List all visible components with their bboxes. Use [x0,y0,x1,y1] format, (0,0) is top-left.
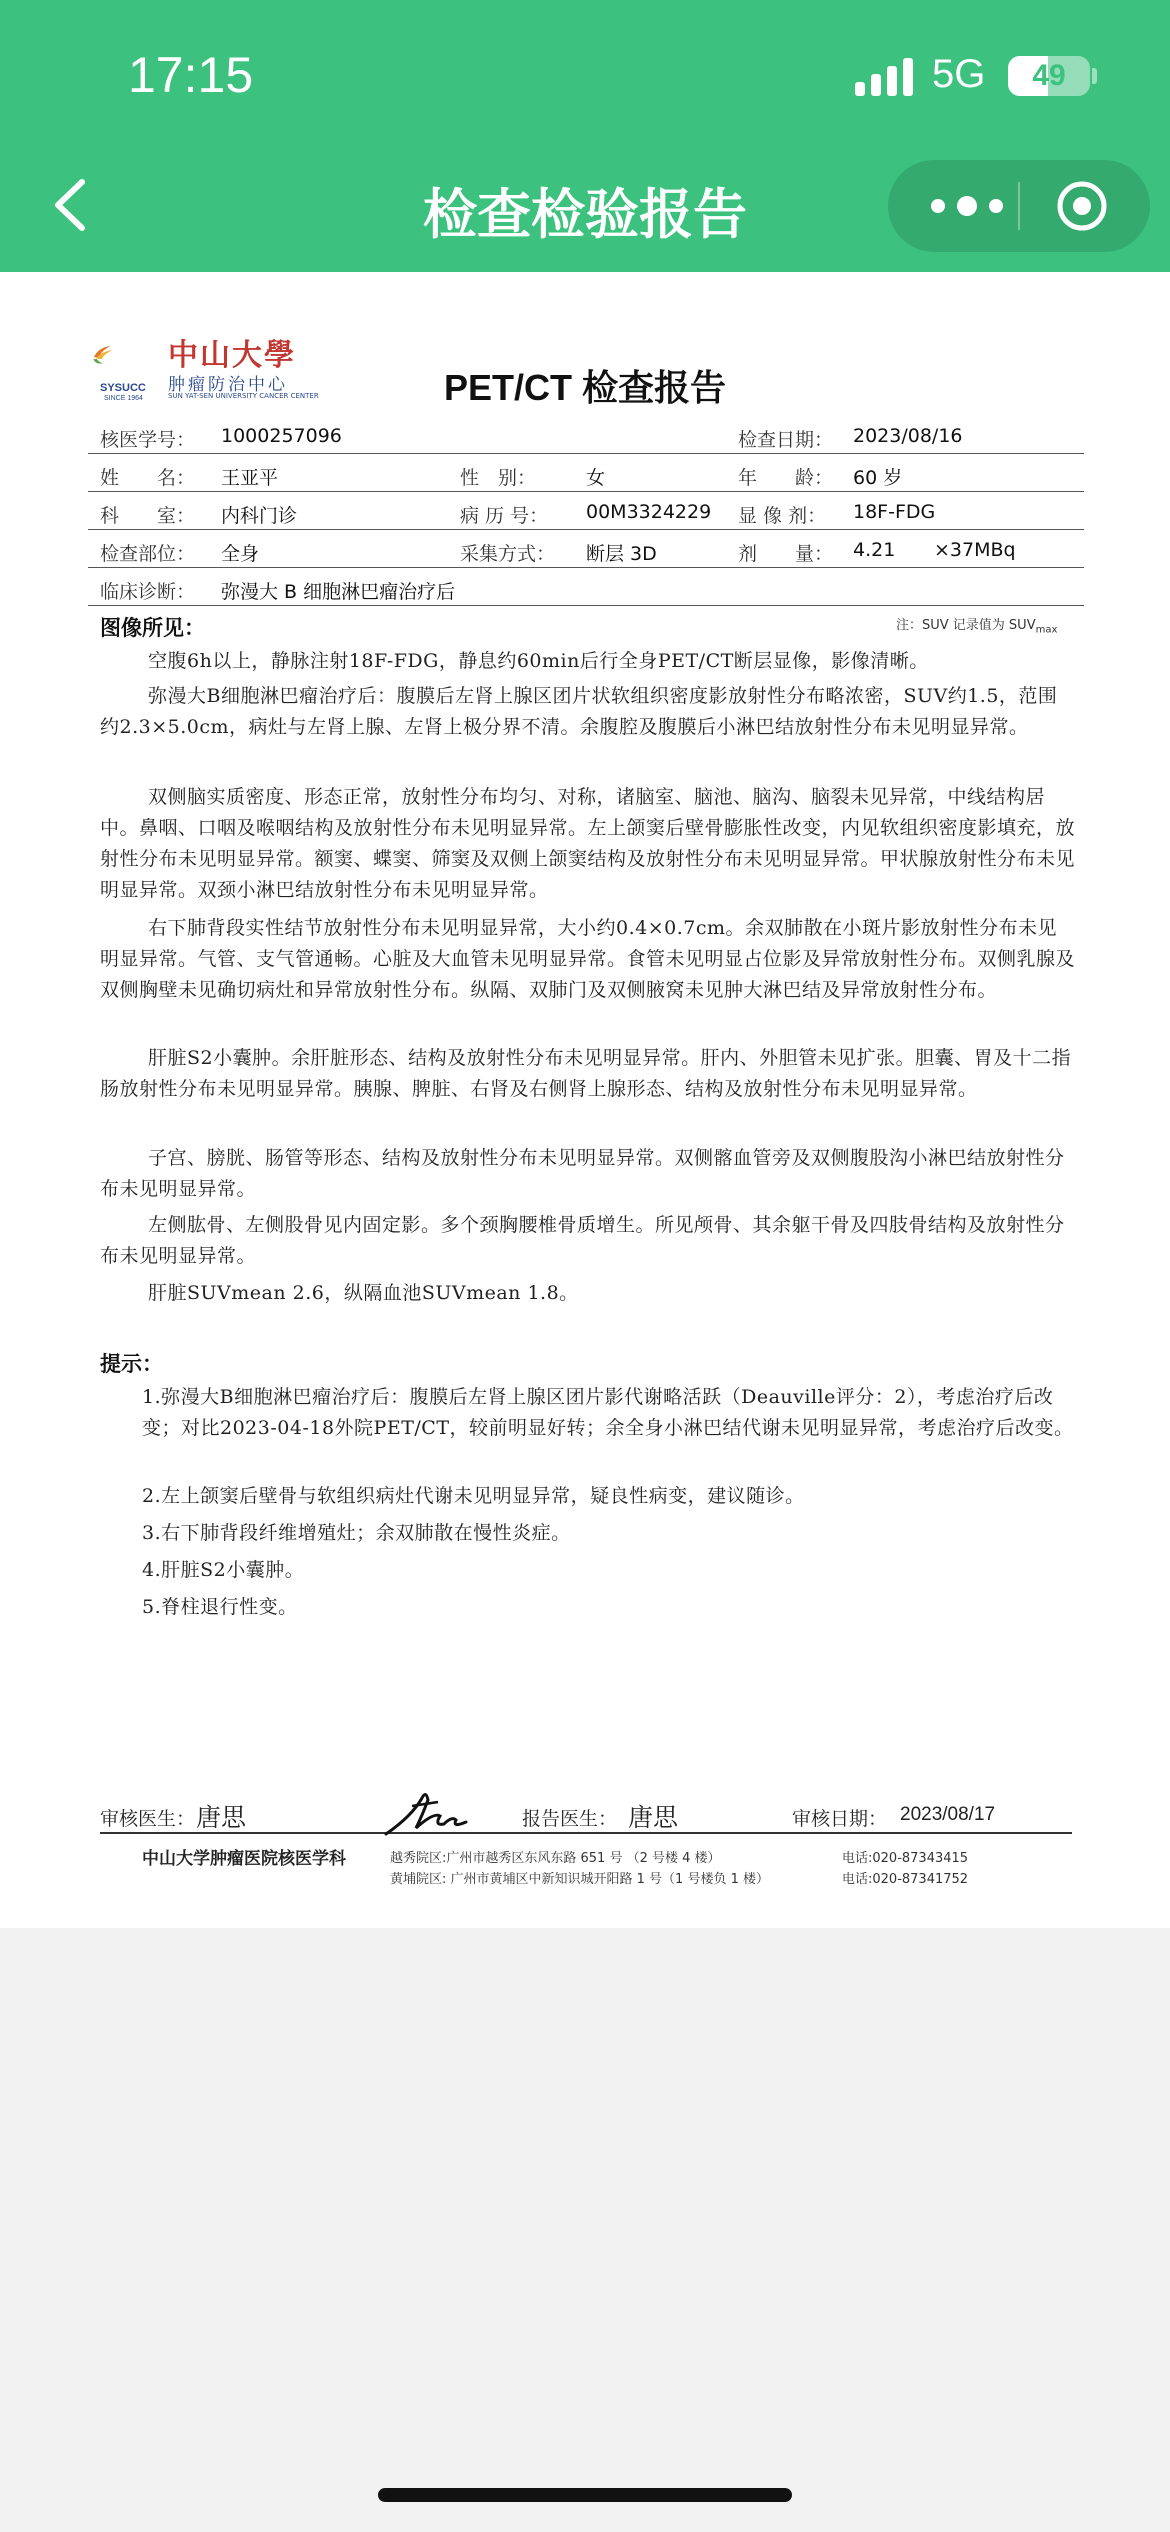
site-label: 检查部位： [100,543,196,565]
logo-subtitle: 肿瘤防治中心 [168,375,288,395]
dose-value: 4.21 [853,539,896,561]
age-value: 60 岁 [853,467,903,489]
footer-address-2: 黄埔院区: 广州市黄埔区中新知识城开阳路 1 号（1 号楼负 1 楼） [390,1872,769,1887]
finding-paragraph: 弥漫大B细胞淋巴瘤治疗后：腹膜后左肾上腺区团片状软组织密度影放射性分布略浓密，SUV约1.5，范围约2.3×5.0cm，病灶与左肾上腺、左肾上极分界不清。余腹腔及腹膜后小淋巴结放射性分布未见明显异常。 [100,685,1058,738]
network-type: 5G [932,52,986,96]
exam-date-value: 2023/08/16 [853,425,963,447]
agent-label: 显 像 剂： [738,505,827,527]
finding-paragraph: 空腹6h以上，静脉注射18F-FDG，静息约60min后行全身PET/CT断层显像，影像清晰。 [148,650,929,672]
finding-paragraph: 双侧脑实质密度、形态正常，放射性分布均匀、对称，诸脑室、脑池、脑沟、脑裂未见异常，中线结构居中。鼻咽、口咽及喉咽结构及放射性分布未见明显异常。左上颌窦后壁骨膨胀性改变，内见软组织密度影填充，放射性分布未见明显异常。额窦、蝶窦、筛窦及双侧上颌窦结构及放射性分布未见明显异常。甲状腺放射性分布未见明显异常。双颈小淋巴结放射性分布未见明显异常。 [100,786,1076,901]
finding-paragraph: 肝脏SUVmean 2.6，纵隔血池SUVmean 1.8。 [148,1282,579,1304]
tip-item: 1.弥漫大B细胞淋巴瘤治疗后：腹膜后左肾上腺区团片影代谢略活跃（Deauville评分：2），考虑治疗后改变；对比2023-04-18外院PET/CT，较前明显好转；余全身小淋巴结代谢未见明显异常，考虑治疗后改变。 [142,1386,1074,1439]
findings-title: 图像所见： [100,616,205,640]
logo-name-en: SUN YAT-SEN UNIVERSITY CANCER CENTER [168,392,319,400]
exam-date-label: 检查日期： [738,429,834,451]
finding-paragraph: 肝脏S2小囊肿。余肝脏形态、结构及放射性分布未见明显异常。肝内、外胆管未见扩张。胆囊、胃及十二指肠放射性分布未见明显异常。胰腺、脾脏、右肾及右侧肾上腺形态、结构及放射性分布未见明显异常。 [100,1047,1072,1100]
info-row-1 [88,416,1084,454]
reviewer-label: 审核医生： [100,1808,196,1830]
report-title-suffix: 检查报告 [582,368,727,409]
footer-department: 中山大学肿瘤医院核医学科 [142,1849,346,1869]
agent-value: 18F-FDG [853,501,936,523]
tips-title: 提示： [100,1352,163,1376]
finding-paragraph: 左侧肱骨、左侧股骨见内固定影。多个颈胸腰椎骨质增生。所见颅骨、其余躯干骨及四肢骨结构及放射性分布未见明显异常。 [100,1214,1065,1267]
finding-paragraph: 子宫、膀胱、肠管等形态、结构及放射性分布未见明显异常。双侧髂血管旁及双侧腹股沟小淋巴结放射性分布未见明显异常。 [100,1147,1065,1200]
tip-item: 2.左上颌窦后壁骨与软组织病灶代谢未见明显异常，疑良性病变，建议随诊。 [142,1485,805,1507]
battery-icon [1008,56,1090,96]
footer-tel-2: 电话:020-87341752 [842,1872,969,1887]
record-value: 00M3324229 [586,501,712,523]
logo-since: SINCE 1964 [104,395,143,402]
finding-paragraph: 右下肺背段实性结节放射性分布未见明显异常，大小约0.4×0.7cm。余双肺散在小斑片影放射性分布未见明显异常。气管、支气管通畅。心脏及大血管未见明显异常。食管未见明显占位影及异常放射性分布。双侧乳腺及双侧胸壁未见确切病灶和异常放射性分布。纵隔、双肺门及双侧腋窝未见肿大淋巴结及异常放射性分布。 [100,917,1076,1001]
suv-note [896,614,1057,636]
tip-item: 5.脊柱退行性变。 [142,1596,298,1618]
more-dots-icon[interactable] [924,186,1010,226]
status-time: 17:15 [128,47,254,103]
reporter-name: 唐思 [628,1803,679,1832]
suv-note-sub: max [1035,624,1058,636]
reviewer-name: 唐思 [196,1803,247,1832]
nuclear-no-label: 核医学号： [100,429,196,451]
home-indicator[interactable] [378,2488,792,2502]
top-bar [0,0,1170,272]
logo-name-cn: 中山大學 [168,338,296,373]
method-value: 断层 3D [586,543,657,565]
diagnosis-label: 临床诊断： [100,581,196,603]
suv-note-text: 注：SUV 记录值为 SUV [896,618,1036,633]
dept-value: 内科门诊 [221,505,298,527]
age-label: 年 龄： [738,467,834,489]
info-row-3 [88,492,1084,530]
handwritten-signature-icon [382,1786,470,1840]
record-label: 病 历 号： [460,505,549,527]
signoff-row [100,1796,1072,1834]
nuclear-no-value: 1000257096 [221,425,342,447]
report-title-prefix: PET/CT [443,367,582,408]
battery-tip [1092,68,1097,84]
dept-label: 科 室： [100,505,196,527]
patient-info-table [88,416,1084,606]
target-close-icon[interactable] [1056,180,1108,232]
info-row-5 [88,568,1084,606]
footer-tel-1: 电话:020-87343415 [842,1851,969,1866]
review-date-value: 2023/08/17 [900,1804,996,1825]
report-title [0,360,1170,411]
battery-level: 49 [1032,59,1066,92]
page-title: 检查检验报告 [423,183,747,246]
tip-item: 4.肝脏S2小囊肿。 [142,1559,305,1581]
signal-icon [855,58,915,96]
name-value: 王亚平 [221,467,279,489]
capsule-divider [1018,182,1020,230]
review-date-label: 审核日期： [792,1808,888,1830]
dose-label: 剂 量： [738,543,834,565]
method-label: 采集方式： [460,543,556,565]
diagnosis-value: 弥漫大 B 细胞淋巴瘤治疗后 [221,581,456,603]
site-value: 全身 [221,543,260,565]
name-label: 姓 名： [100,467,196,489]
sex-value: 女 [586,467,606,489]
mini-program-capsule [888,160,1150,252]
tip-item: 3.右下肺背段纤维增殖灶；余双肺散在慢性炎症。 [142,1522,571,1544]
sex-label: 性 别： [460,467,537,489]
info-row-4 [88,530,1084,568]
dose-unit: ×37MBq [934,539,1016,561]
reporter-label: 报告医生： [522,1808,618,1830]
logo-abbr: SYSUCC [100,382,146,394]
info-row-2 [88,454,1084,492]
footer-address-1: 越秀院区:广州市越秀区东风东路 651 号 （2 号楼 4 楼） [390,1851,721,1866]
